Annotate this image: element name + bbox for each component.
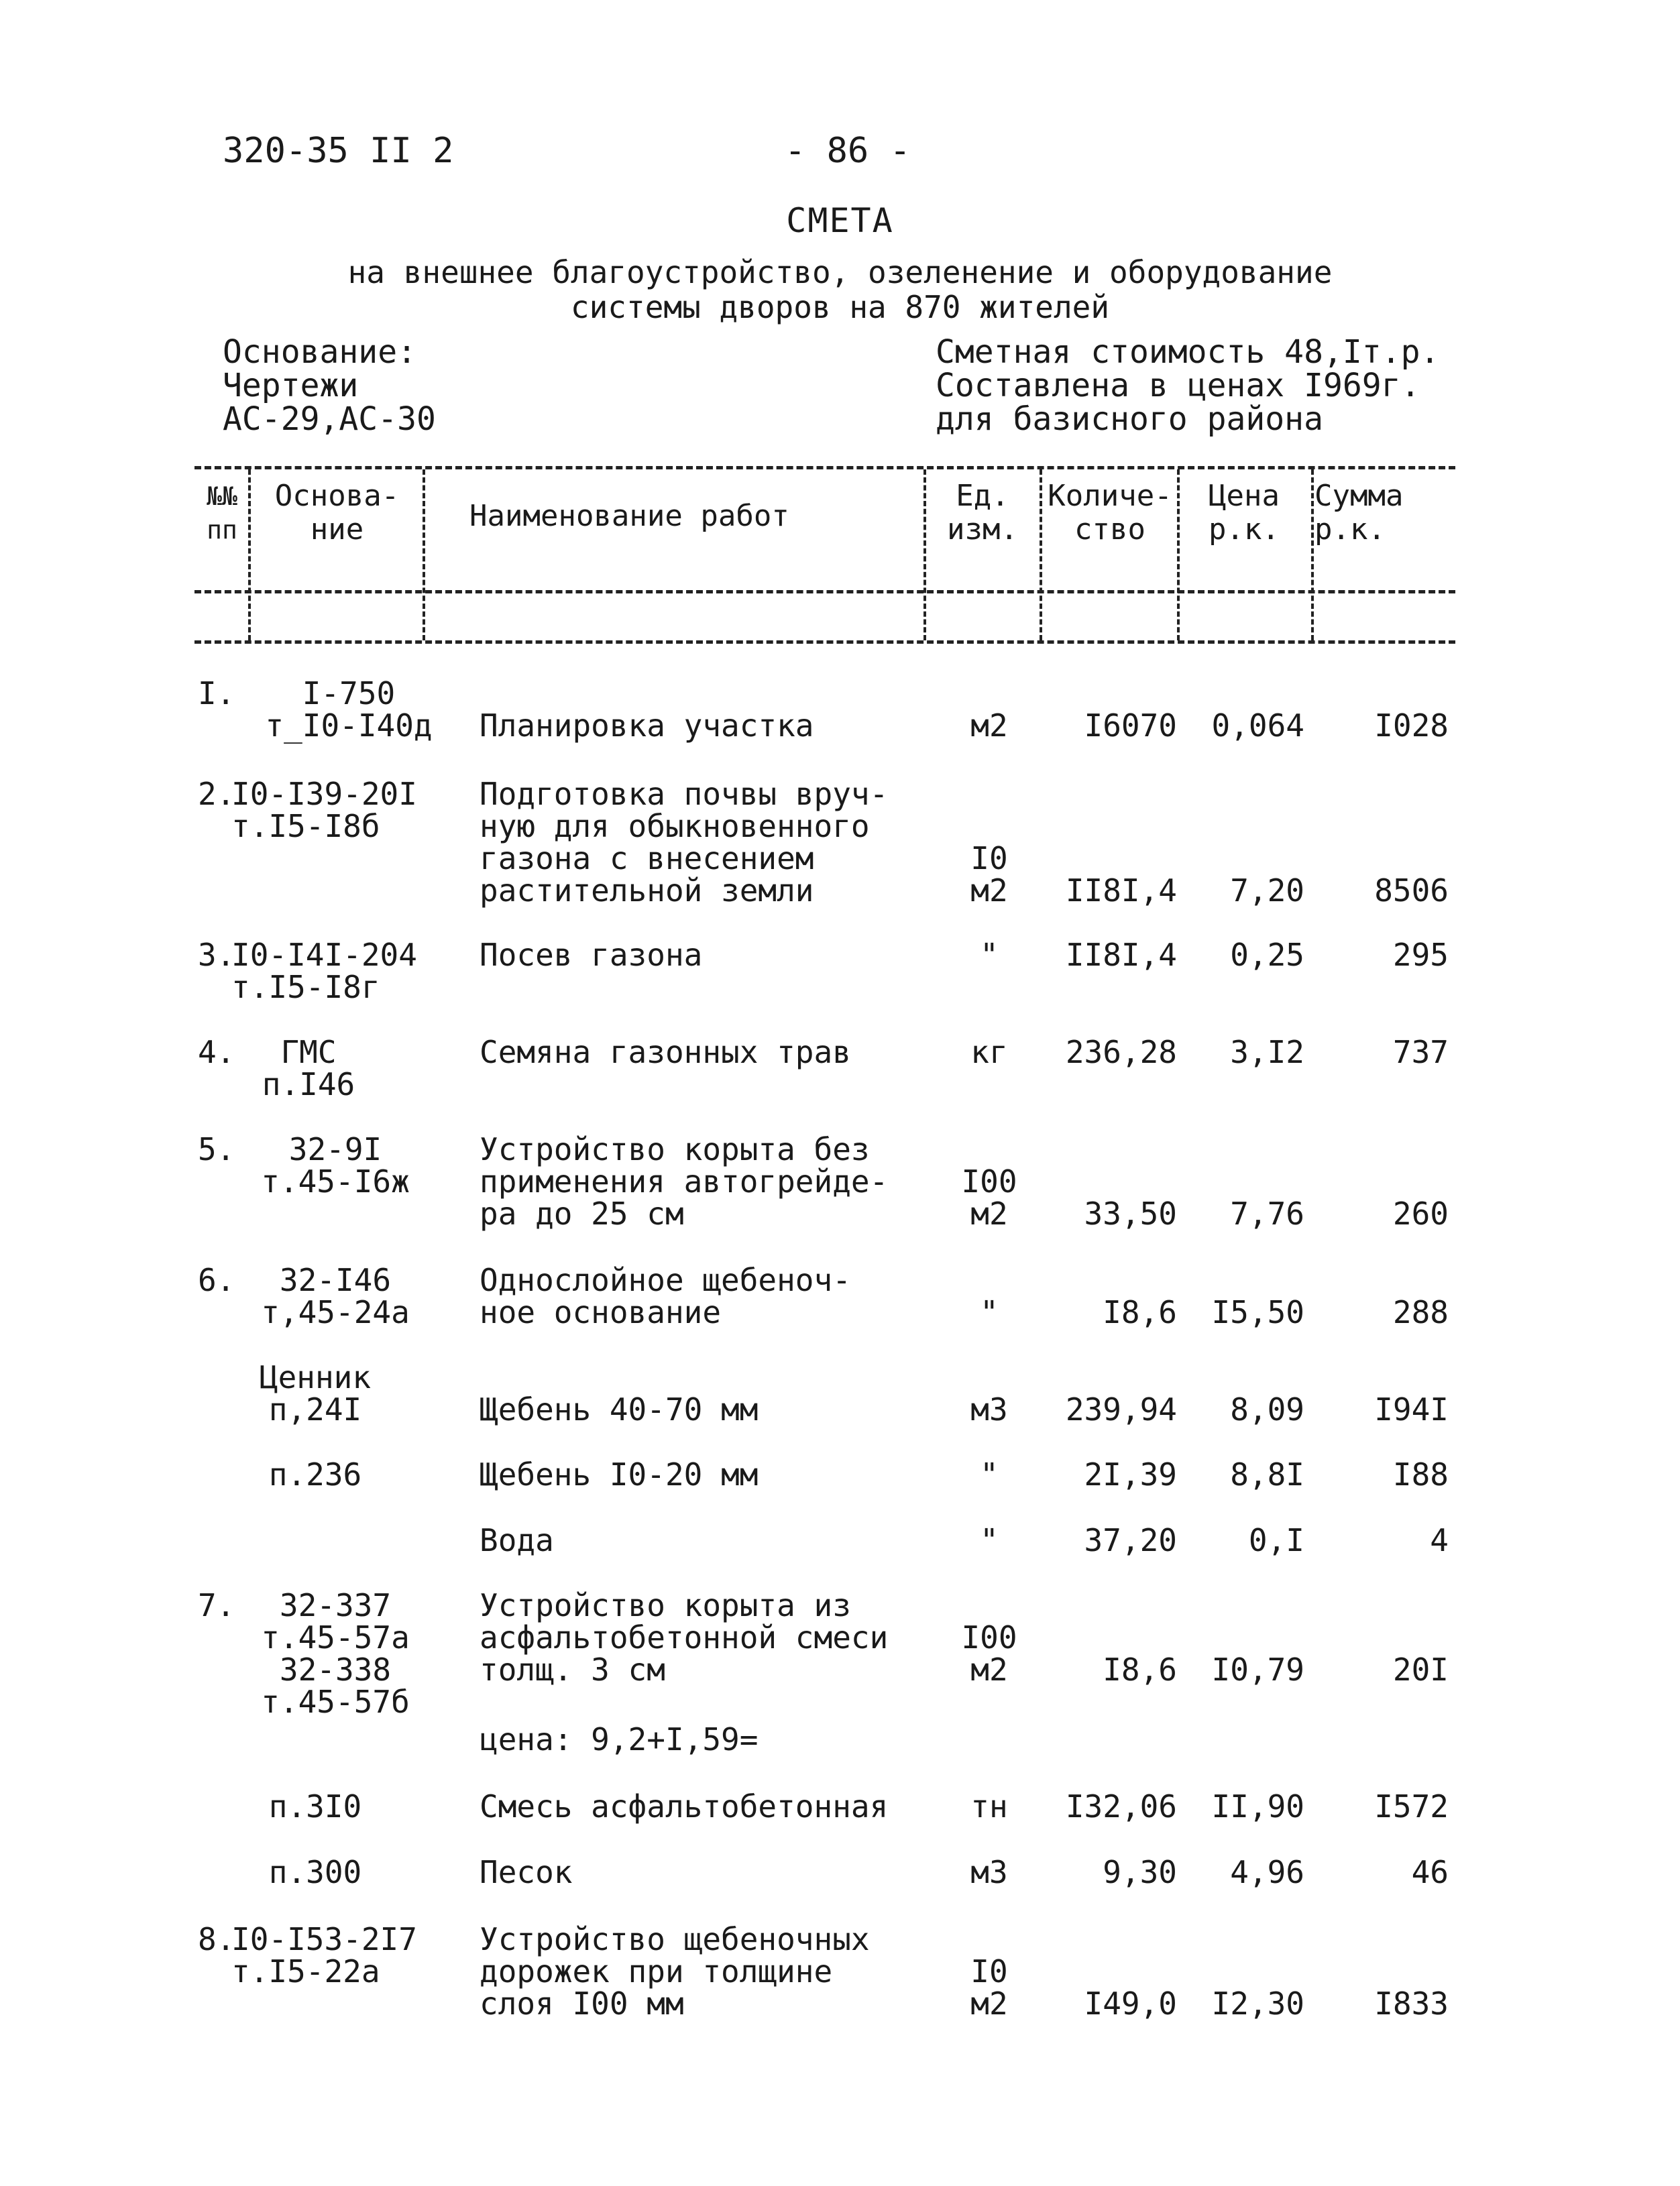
row-9-sum: 4	[1430, 1522, 1449, 1558]
row-13-unit: м3	[970, 1854, 1008, 1890]
row-14-price: I2,30	[1211, 1986, 1304, 2022]
col-header-qty: Количе- ство	[1048, 479, 1172, 546]
row-13-name: Песок	[480, 1854, 573, 1890]
row-2-no: 2.	[198, 776, 235, 812]
row-6-sum: 288	[1392, 1294, 1449, 1330]
row-14-name: Устройство щебеночных дорожек при толщине слоя I00 мм	[480, 1921, 870, 2022]
row-13-price: 4,96	[1230, 1854, 1304, 1890]
col-header-name: Наименование работ	[469, 499, 789, 533]
row-5-name: Устройство корыта без применения автогрейде- ра до 25 см	[480, 1131, 889, 1232]
col-header-unit: Ед. изм.	[947, 479, 1018, 546]
col-header-no: №№ пп	[207, 481, 237, 544]
row-8-name: Щебень I0-20 мм	[480, 1456, 759, 1493]
row-12-sum: I572	[1374, 1788, 1449, 1825]
row-5-qty: 33,50	[1084, 1196, 1177, 1232]
row-7-sum: I94I	[1374, 1391, 1449, 1428]
table-header-rule	[194, 590, 1455, 593]
row-6-price: I5,50	[1211, 1294, 1304, 1330]
basis-label: Основание:	[223, 333, 416, 371]
row-7-name: Щебень 40-70 мм	[480, 1391, 759, 1428]
document-code: 320-35 II 2	[223, 131, 454, 171]
row-2-qty: II8I,4	[1065, 872, 1177, 909]
row-5-sum: 260	[1392, 1196, 1449, 1232]
row-1-price: 0,064	[1211, 707, 1304, 744]
row-12-qty: I32,06	[1065, 1788, 1177, 1825]
row-14-unit: I0 м2	[970, 1953, 1008, 2022]
row-4-qty: 236,28	[1065, 1034, 1177, 1070]
row-7-unit: м3	[970, 1391, 1008, 1428]
col-divider-4	[1040, 469, 1042, 640]
row-8-qty: 2I,39	[1084, 1456, 1177, 1493]
row-1-no: I.	[198, 675, 235, 711]
row-4-no: 4.	[198, 1034, 235, 1070]
row-8-basis: п.236	[268, 1456, 362, 1493]
row-8-price: 8,8I	[1230, 1456, 1304, 1493]
row-8-sum: I88	[1392, 1456, 1449, 1493]
row-2-basis: I0-I39-20I т.I5-I8б	[231, 776, 417, 844]
row-4-basis: ГМС п.I46	[262, 1034, 355, 1102]
col-divider-6	[1311, 469, 1314, 640]
row-3-unit: "	[980, 937, 999, 973]
page-number: - 86 -	[785, 131, 911, 171]
subtitle-line-2: системы дворов на 870 жителей	[570, 289, 1110, 325]
row-2-price: 7,20	[1230, 872, 1304, 909]
row-12-price: II,90	[1211, 1788, 1304, 1825]
row-6-basis: 32-I46 т,45-24а	[261, 1262, 410, 1330]
row-14-qty: I49,0	[1084, 1986, 1177, 2022]
row-10-name: Устройство корыта из асфальтобетонной смеси толщ. 3 см	[480, 1587, 889, 1688]
row-1-qty: I6070	[1084, 707, 1177, 744]
row-14-no: 8.	[198, 1921, 235, 1957]
document-title: СМЕТА	[786, 201, 894, 240]
row-5-no: 5.	[198, 1131, 235, 1167]
row-11-name: цена: 9,2+I,59=	[480, 1721, 759, 1758]
row-13-qty: 9,30	[1103, 1854, 1177, 1890]
row-10-qty: I8,6	[1103, 1652, 1177, 1688]
row-1-basis: I-750 т_I0-I40д	[265, 675, 433, 744]
cost-info-block	[936, 335, 1439, 436]
row-7-qty: 239,94	[1065, 1391, 1177, 1428]
row-8-unit: "	[980, 1456, 999, 1493]
row-9-price: 0,I	[1248, 1522, 1304, 1558]
document-subtitle	[0, 255, 1680, 325]
row-12-basis: п.3I0	[268, 1788, 362, 1825]
price-basis: Составлена в ценах I969г.	[936, 367, 1420, 404]
row-3-sum: 295	[1392, 937, 1449, 973]
col-header-basis: Основа- ние	[274, 479, 400, 546]
row-9-name: Вода	[480, 1522, 554, 1558]
row-12-unit: тн	[970, 1788, 1008, 1825]
row-4-unit: кг	[970, 1034, 1008, 1070]
row-1-unit: м2	[970, 707, 1008, 744]
row-6-no: 6.	[198, 1262, 235, 1298]
basis-drawings: Чертежи	[223, 367, 359, 404]
row-2-name: Подготовка почвы вруч- ную для обыкновенного газона с внесением растительной земли	[480, 776, 889, 909]
row-2-unit: I0 м2	[970, 840, 1008, 909]
row-9-unit: "	[980, 1522, 999, 1558]
row-14-basis: I0-I53-2I7 т.I5-22а	[231, 1921, 417, 1990]
estimated-cost: Сметная стоимость 48,Iт.р.	[936, 333, 1440, 371]
subtitle-line-1: на внешнее благоустройство, озеленение и оборудование	[347, 254, 1333, 290]
table-top-rule	[194, 466, 1455, 469]
row-5-basis: 32-9I т.45-I6ж	[261, 1131, 410, 1200]
row-3-price: 0,25	[1230, 937, 1304, 973]
basis-drawing-codes: АС-29,АС-30	[223, 400, 436, 438]
row-3-basis: I0-I4I-204 т.I5-I8г	[231, 937, 417, 1005]
row-3-qty: II8I,4	[1065, 937, 1177, 973]
row-4-name: Семяна газонных трав	[480, 1034, 851, 1070]
row-3-no: 3.	[198, 937, 235, 973]
row-6-name: Однослойное щебеноч- ное основание	[480, 1262, 851, 1330]
row-10-basis: 32-337 т.45-57а 32-338 т.45-57б	[261, 1587, 410, 1720]
row-7-basis: Ценник п,24I	[259, 1359, 372, 1428]
row-10-sum: 20I	[1392, 1652, 1449, 1688]
row-13-sum: 46	[1411, 1854, 1449, 1890]
col-divider-1	[248, 469, 251, 640]
table-columns-rule	[194, 640, 1455, 644]
row-10-no: 7.	[198, 1587, 235, 1623]
col-divider-5	[1177, 469, 1180, 640]
row-7-price: 8,09	[1230, 1391, 1304, 1428]
row-13-basis: п.300	[268, 1854, 362, 1890]
row-12-name: Смесь асфальтобетонная	[480, 1788, 889, 1825]
row-5-price: 7,76	[1230, 1196, 1304, 1232]
row-9-qty: 37,20	[1084, 1522, 1177, 1558]
col-header-sum: Сумма р.к.	[1314, 479, 1404, 546]
row-1-name: Планировка участка	[480, 707, 814, 744]
col-header-price: Цена р.к.	[1209, 479, 1280, 546]
row-6-qty: I8,6	[1103, 1294, 1177, 1330]
row-2-sum: 8506	[1374, 872, 1449, 909]
row-6-unit: "	[980, 1294, 999, 1330]
row-1-sum: I028	[1374, 707, 1449, 744]
row-5-unit: I00 м2	[961, 1163, 1017, 1232]
row-4-price: 3,I2	[1230, 1034, 1304, 1070]
row-14-sum: I833	[1374, 1986, 1449, 2022]
region-basis: для базисного района	[936, 400, 1323, 438]
row-10-unit: I00 м2	[961, 1619, 1017, 1688]
row-10-price: I0,79	[1211, 1652, 1304, 1688]
row-4-sum: 737	[1392, 1034, 1449, 1070]
col-divider-2	[423, 469, 425, 640]
row-3-name: Посев газона	[480, 937, 703, 973]
basis-block	[223, 335, 436, 436]
